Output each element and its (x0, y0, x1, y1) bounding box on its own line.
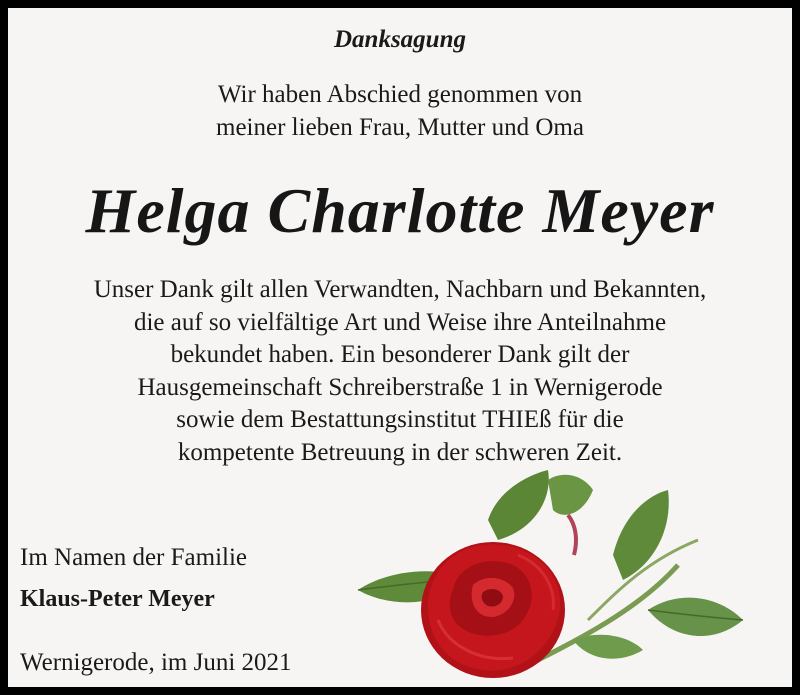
deceased-name: Helga Charlotte Meyer (85, 175, 715, 246)
intro-line-2: meiner lieben Frau, Mutter und Oma (216, 114, 584, 141)
thanks-line-2: die auf so vielfältige Art und Weise ihre Anteilnahme (133, 308, 667, 336)
on-behalf-of-family: Im Namen der Familie (20, 544, 248, 571)
heading-danksagung: Danksagung (334, 26, 466, 53)
thanks-paragraph (8, 274, 792, 469)
intro-text (8, 78, 792, 144)
obituary-card (8, 8, 792, 687)
intro-line-1: Wir haben Abschied genommen von (217, 81, 583, 108)
rose-icon (348, 470, 768, 687)
thanks-line-6: kompetente Betreuung in der schweren Zeit. (177, 438, 623, 466)
signer-name: Klaus-Peter Meyer (20, 586, 215, 612)
thanks-line-4: Hausgemeinschaft Schreiberstraße 1 in Wernigerode (137, 373, 663, 401)
thanks-line-3: bekundet haben. Ein besonderer Dank gilt der (170, 341, 630, 368)
place-and-date: Wernigerode, im Juni 2021 (20, 649, 292, 676)
thanks-line-5: sowie dem Bestattungsinstitut THIEß für die (176, 406, 624, 433)
thanks-line-1: Unser Dank gilt allen Verwandten, Nachbarn und Bekannten, (93, 276, 707, 303)
